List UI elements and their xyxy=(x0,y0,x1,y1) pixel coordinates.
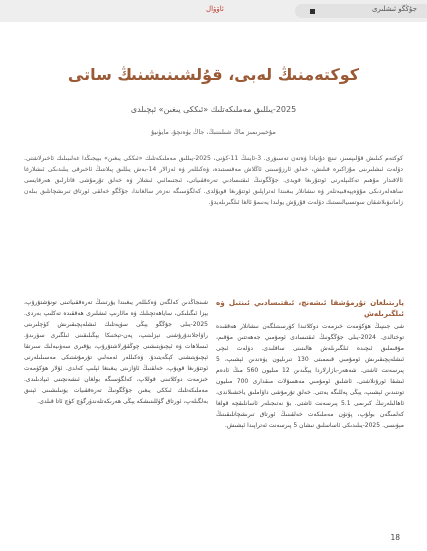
section-label: جۇڭگو ئىشلىرى xyxy=(371,5,417,13)
article-byline: مۇخبىرىمىز ماڭ شىلىننىڭ، جاڭ يۈەنچۇ، مايۈنيۇ xyxy=(151,128,276,136)
article-intro xyxy=(24,153,403,208)
right-column-text: شى جىنپىڭ ھۆكۈمەت خىزمەت دوكلاتىدا كۆرسىتىلگەن نىشانلار ھەققىدە توختالدى. 2024-يىلى جۇڭگونىڭ ئىقتىسادى ئومۇمىي جەھەتتىن مۇقىم، مۇقىملىق ئىچىدە ئىلگىرىلەش ھالىتىنى ساقلىدى. دۆلەت ئىچى ئىشلەپچىقىرىش ئومۇمىي قىممىتى 130 تىرىليون يۈەندىن ئېشىپ، 5 پىرسەنت ئاشتى. شەھەر-بازارلاردا يېڭىدىن 12 مىليون 560 مىڭ ئادەم ئىشقا ئورۇنلاشتى. ئاشلىق ئومۇمىي مەھسۇلات مىقدارى 700 مىليون توننىدىن ئېشىپ، يېڭى پەللىگە يەتتى. خەلق تۇرمۇشى داۋاملىق ياخشىلاندى، ئاھالىلەرنىڭ كىرىمى 5.1 پىرسەنت ئاشتى. بۇ نەتىجىلەر ئاسانلىقچە قولغا كەلمىگەن بولۇپ، پۈتۈن مەملىكەت خەلقىنىڭ ئورتاق تىرىشچانلىقىنىڭ مېۋىسى. 2025-يىلىدىكى ئاساسلىق نىشان 5 پىرسەنت ئەتراپىدا ئېشىش. xyxy=(216,323,404,429)
right-column xyxy=(216,297,404,431)
page-number: 18 xyxy=(390,533,400,542)
header-page-label: ئاۋۋال xyxy=(206,5,224,13)
section-marker-icon xyxy=(310,9,315,14)
header-bar xyxy=(0,0,427,22)
left-column-text: شىنجاڭدىن كەلگەن ۋەكىللەر يىغىندا يۇرتىنىڭ تەرەققىياتىنى تونۇشتۇرۇپ، يېزا ئىگىلىكى، ساياھەتچىلىك ۋە مائارىپ ئىشلىرى ھەققىدە تەكلىپ بەردى. 2025-يىلى جۇڭگو يېڭى سۈپەتلىك ئىشلەپچىقىرىش كۈچلىرىنى راۋاجلاندۇرۇشنى تېزلىتىپ، پەن-تېخنىكا يېڭىلىقىنى ئىلگىرى سۈرىدۇ. ئىسلاھات ۋە ئېچىۋېتىشنى چوڭقۇرلاشتۇرۇپ، يۇقىرى سەۋىيەلىك سىرتقا ئېچىۋېتىشنى كېڭەيتىدۇ. ۋەكىللەر ئەمەلىي تۇرمۇشتىكى مەسىلىلەرنى ئوتتۇرىغا قويۇپ، خەلقنىڭ ئاۋازىنى يىغىنغا ئېلىپ كەلدى. ئۇلار ھۆكۈمەت خىزمەت دوكلاتىنى قوللاپ، كەلگۈسىگە بولغان ئىشەنچىنى ئىپادىلىدى. مەملىكەتلىك ئىككى يىغىن جۇڭگونىڭ تەرەققىيات يۆنىلىشىنى ئېنىق بەلگىلەپ، ئورتاق گۈللىنىشكە يېڭى ھەرىكەتلەندۈرگۈچ كۈچ ئاتا قىلدى. xyxy=(24,299,208,405)
article-subtitle: 2025-يىللىق مەملىكەتلىك «ئىككى يىغىن» ئېچىلدى xyxy=(130,105,297,114)
intro-paragraph: كوكتەم كىلىش قۇلىپسىز، تىنچ دۇنيادا ۋەتەن تەسىۋرى. 3-ئاينىڭ 11-كۈنى، 2025-يىللىق مەملىكەتلىك «ئىككى يىغىن» بېيجىڭدا غەلىبىلىك ئاخىرلاشتى. دۆلەت ئىشلىرىنى مۇزاكىرە قىلىش، خەلق ئارزۇسىنى ئاڭلاش مەقسىتىدە، ۋەكىللەر ۋە ئەزالار 14-بەش يىللىق پىلاننىڭ ئاخىرقى يىلىدىكى ئىشلارغا ئالاقىدار مۇھىم تەكلىپلەرنى ئوتتۇرىغا قويدى. جۇڭگونىڭ ئىقتىسادىي تەرەققىياتى، ئىجتىمائىي ئىشلار ۋە خەلق تۇرمۇشى قاتارلىق ھەرقايسى ساھەلەردىكى مۇۋەپپەقىيەتلەر ۋە نىشانلار يىغىندا ئەتراپلىق ئوتتۇرىغا قويۇلدى. كەلگۈسىگە نەزەر سالغاندا، جۇڭگو خەلقى ئورتاق تىرىشچانلىق بىلەن زامانىۋىلاشقان سوتسىيالىستىك دۆلەت قۇرۇش يولىدا يەنىمۇ ئالغا ئىلگىرىلەيدۇ. xyxy=(24,155,403,206)
section-heading: يارىتىلغان تۇرمۇشقا ئىشەنچ، ئىقتىسادىي ئىنتىل ۋە ئىلگىرىلەش xyxy=(216,298,404,318)
left-column xyxy=(24,297,208,407)
article-title: كوكتەمنىڭ لەبى، قۇلشىنىشنىڭ ساتى xyxy=(67,65,360,84)
